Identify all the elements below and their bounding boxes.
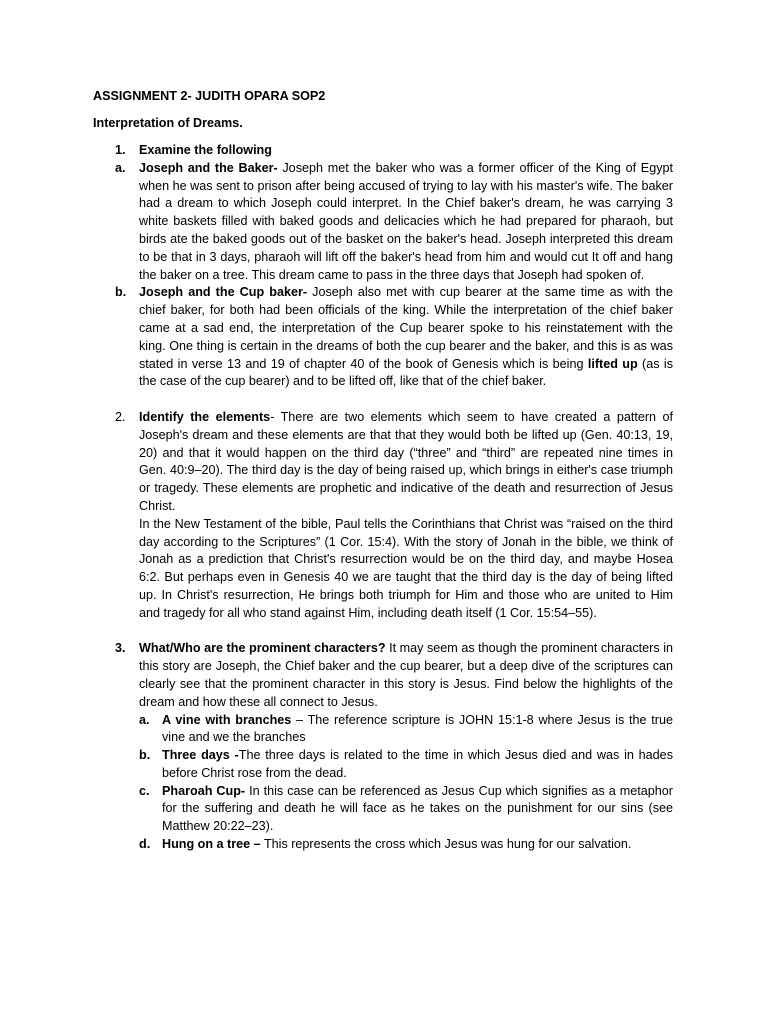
list-item-3b <box>139 747 673 783</box>
paragraph-text: In this case can be referenced as Jesus Cup which signifies as a metaphor for the suffering and death he will face as he takes on the punishment for our sins (see Matthew 20:22–23). <box>162 783 673 834</box>
paragraph-text: Joseph also met with cup bearer at the same time as with the chief baker, for both had been officials of the king. While the interpretation of the chief baker came at a sad end, the interpretation of the Cup bearer spoke to his reinstatement with the king. One thing is certain in the dreams of both the cup bearer and the baker, and this is as was stated in verse 13 and 19 of chapter 40 of the book of Genesis which is being <box>139 285 673 371</box>
paragraph-text: - There are two elements which seem to have created a pattern of Joseph's dream and these elements are that that they would both be lifted up (Gen. 40:13, 19, 20) and that it would happen on the third day (“three” and “third” are repeated nine times in Gen. 40:9–20). The third day is the day of being raised up, which brings in either's case triumph or tragedy. These elements are prophetic and indicative of the death and resurrection of Jesus Christ. <box>139 409 673 513</box>
paragraph: In the New Testament of the bible, Paul tells the Corinthians that Christ was “raised on the third day according to the Scriptures” (1 Cor. 15:4). With the story of Jonah in the bible, we think of Jonah as a prediction that Christ's resurrection would be on the third day, and maybe Hosea 6:2. But perhaps even in Genesis 40 we are taught that the third day is the day of being lifted up. In Christ's resurrection, He brings both triumph for Him and those who are united to Him and tragedy for all who stand against Him, including death itself (1 Cor. 15:54–55). <box>139 516 673 620</box>
inline-heading: Joseph and the Cup baker- <box>139 285 308 300</box>
paragraph <box>139 160 673 285</box>
inline-heading: A vine with branches <box>162 712 292 727</box>
list-marker: 1. <box>115 143 126 157</box>
list-item-2 <box>93 409 673 623</box>
paragraph <box>162 836 673 854</box>
list-marker: b. <box>139 748 151 763</box>
list-item-1b <box>93 284 673 391</box>
list-item-1 <box>93 142 673 160</box>
inline-heading: Three days - <box>162 748 239 763</box>
paragraph-text: (as is the case of the cup bearer) and to be lifted off, like that of the chief baker. <box>139 356 674 389</box>
inline-heading: Joseph and the Baker- <box>139 160 278 175</box>
inline-emphasis: lifted up <box>587 356 638 371</box>
list-marker: a. <box>139 712 150 727</box>
paragraph <box>139 409 673 516</box>
list-marker: c. <box>139 783 150 798</box>
inline-heading: Pharoah Cup- <box>162 783 246 798</box>
list-marker: 3. <box>115 641 126 656</box>
paragraph <box>139 640 673 711</box>
paragraph <box>162 747 673 783</box>
paragraph-text: It may seem as though the prominent characters in this story are Joseph, the Chief baker and the cup bearer, but a deep dive of the scriptures can clearly see that the prominent character in this story is Jesus. Find below the highlights of the dream and how these all connect to Jesus. <box>139 641 673 709</box>
list-item-heading: Examine the following <box>139 143 272 157</box>
document-subtitle: Interpretation of Dreams. <box>93 116 243 130</box>
sub-list <box>139 712 673 854</box>
inline-heading: Identify the elements <box>139 409 271 424</box>
list-item-1a <box>93 160 673 285</box>
list-item-3 <box>93 640 673 854</box>
list-item-3d <box>139 836 673 854</box>
paragraph <box>162 712 673 748</box>
spacer <box>93 391 673 409</box>
document-title: ASSIGNMENT 2- JUDITH OPARA SOP2 <box>93 89 326 103</box>
list-item-3c <box>139 783 673 836</box>
paragraph-text: Joseph met the baker who was a former officer of the King of Egypt when he was sent to prison after being accused of trying to lay with his master's wife. The baker had a dream to which Joseph could interpret. In the Chief baker's dream, he was carrying 3 white baskets filled with baked goods and delicacies which he had prepared for pharaoh, but birds ate the baked goods out of the basket on the baker's head. Joseph interpreted this dream to be that in 3 days, pharaoh will lift off the baker's head from him and would cut It off and hang the baker on a tree. This dream came to pass in the three days that Joseph had spoken of. <box>139 160 673 282</box>
paragraph-text: This represents the cross which Jesus was hung for our salvation. <box>260 837 632 852</box>
list-marker: a. <box>115 160 126 175</box>
paragraph-text: – The reference scripture is JOHN 15:1-8 where Jesus is the true vine and we the branches <box>162 712 673 745</box>
spacer <box>93 623 673 641</box>
list-marker: 2. <box>115 409 126 424</box>
paragraph <box>162 783 673 836</box>
list-marker: d. <box>139 837 151 852</box>
paragraph <box>139 284 673 391</box>
assignment-list <box>93 142 673 854</box>
inline-heading: Hung on a tree – <box>162 837 261 852</box>
list-item-3a <box>139 712 673 748</box>
inline-heading: What/Who are the prominent characters? <box>139 641 386 656</box>
list-marker: b. <box>115 285 127 300</box>
paragraph-text: The three days is related to the time in which Jesus died and was in hades before Christ rose from the dead. <box>162 748 673 780</box>
